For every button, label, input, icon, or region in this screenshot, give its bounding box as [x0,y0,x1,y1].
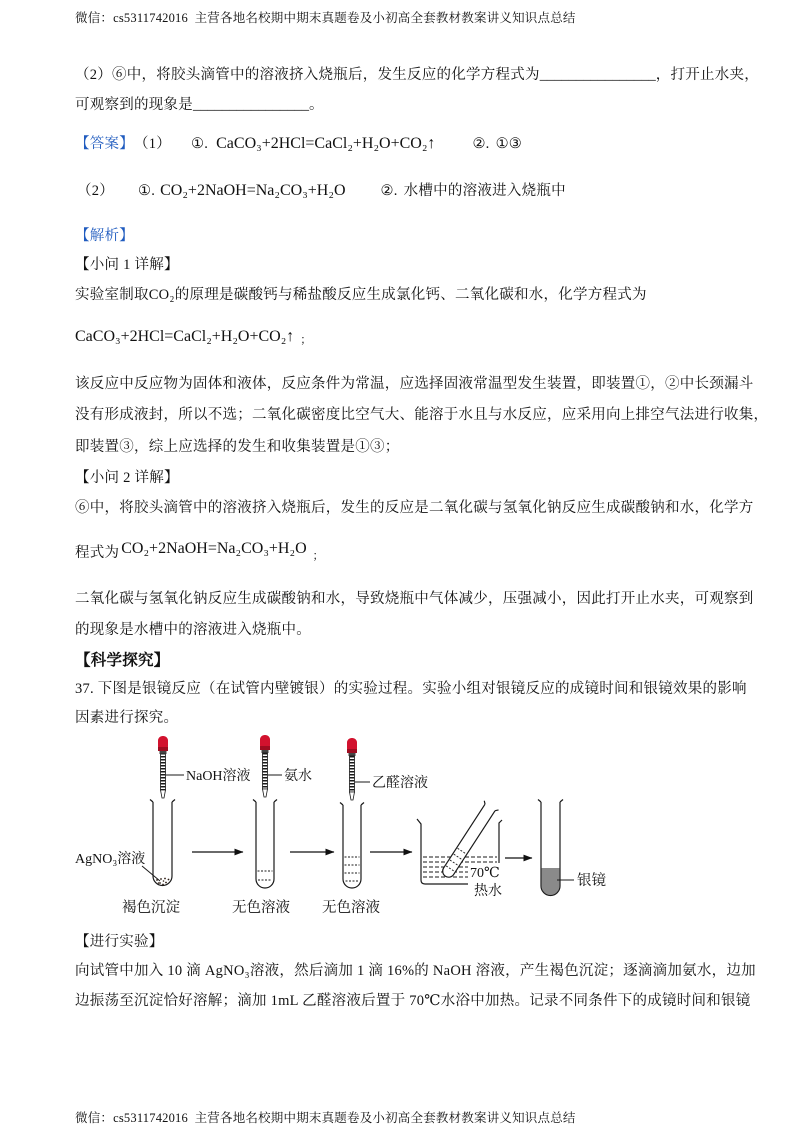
colorless-solution-1 [258,871,273,880]
experiment-title: 【进行实验】 [75,934,164,950]
colorless-solution-2 [345,857,360,881]
test-tube-1 [150,800,175,886]
question-line [75,95,324,115]
bath-temperature: 70℃ [470,866,500,881]
analysis-text: 的现象是水槽中的溶液进入烧瓶中。 [75,622,311,638]
sub-question-title: 【小问 2 详解】 [75,470,179,486]
dropper-bulb-base [347,749,357,753]
answer-blank: ________________ [539,67,656,83]
dropper-acetaldehyde [347,738,357,800]
page-header: 微信：cs5311742016 主营各地名校期中期末真题卷及小初高全套教材教案讲义知识点总结 [75,11,576,25]
test-tube-2 [253,800,277,889]
question-text: ，打开止水夹， [655,67,759,83]
agno3-label: AgNO₃溶液 [75,852,146,867]
answer-part-number: （2） [77,183,114,199]
dropper-label-naoh: NaOH溶液 [186,769,251,784]
dropper-bulb-base [158,747,168,751]
dropper-tip [161,790,166,798]
chemical-equation: CaCO₃+2HCl=CaCl₂+H₂O+CO₂↑ [216,135,436,152]
dropper-glass [263,753,268,789]
section-title: 【科学探究】 [75,652,170,669]
test-tube-3 [340,803,364,889]
analysis-text: 二氧化碳与氢氧化钠反应生成碳酸钠和水，导致烧瓶中气体减少，压强减小，因此打开止水夹，可观察到 [75,591,754,607]
sub-question-title: 【小问 1 详解】 [75,257,179,273]
equation-line [75,327,311,350]
dropper-collar [349,753,356,756]
dropper-tip [263,789,268,797]
answer-item-marker: ①. [138,183,156,199]
tube-caption-2: 无色溶液 [232,900,290,916]
question-text: 因素进行探究。 [75,710,179,726]
analysis-text: ⑥中，将胶头滴管中的溶液挤入烧瓶后，发生的反应是二氧化碳与氢氧化钠反应生成碳酸钠和水，化学方 [75,500,754,516]
answer-value: ①③ [495,136,523,152]
question-text: （2）⑥中，将胶头滴管中的溶液挤入烧瓶后，发生反应的化学方程式为 [75,67,540,83]
experiment-text: 边振荡至沉淀恰好溶解；滴加 1mL 乙醛溶液后置于 70℃水浴中加热。记录不同条件下的成镜时间和银镜 [75,993,751,1009]
silver-mirror-experiment-figure [0,728,800,928]
chemical-equation: CO₂+2NaOH=Na₂CO₃+H₂O [160,182,346,199]
answer-tag: 【答案】 [75,136,134,152]
question-text: 37. 下图是银镜反应（在试管内壁镀银）的实验过程。实验小组对银镜反应的成镜时间和银镜效果的影响 [75,681,747,697]
answer-line-2 [77,181,566,201]
equation-line [75,540,324,566]
semicolon: ； [300,334,312,346]
experiment-text: 向试管中加入 10 滴 AgNO₃溶液，然后滴加 1 滴 16%的 NaOH 溶液，产生褐色沉淀；逐滴滴加氨水，边加 [75,963,756,979]
bath-label: 热水 [474,884,502,899]
semicolon: ； [312,550,324,562]
question-text: 。 [309,97,324,113]
dropper-label-acetaldehyde: 乙醛溶液 [372,776,428,791]
dropper-naoh [158,736,168,798]
tube-caption-3: 无色溶液 [322,900,380,916]
dropper-tip [350,792,355,800]
question-text: 可观察到的现象是 [75,97,193,113]
answer-value: 水槽中的溶液进入烧瓶中 [403,183,566,199]
chemical-equation: CaCO₃+2HCl=CaCl₂+H₂O+CO₂↑ [75,328,295,345]
dropper-glass [350,756,355,792]
analysis-tag: 【解析】 [75,228,134,244]
dropper-collar [262,750,269,753]
dropper-ammonia [260,735,270,797]
answer-item-marker: ②. [380,183,398,199]
answer-item-marker: ②. [472,136,490,152]
analysis-text: 即装置③，综上应选择的发生和收集装置是①③； [75,439,400,455]
answer-part-number: （1） [134,136,171,152]
dropper-bulb-base [260,746,270,750]
answer-blank: ________________ [193,97,309,113]
analysis-text: 程式为 [75,545,120,561]
mirror-label: 银镜 [577,873,606,889]
page-footer: 微信：cs5311742016 主营各地名校期中期末真题卷及小初高全套教材教案讲义知识点总结 [75,1111,576,1125]
dropper-collar [160,751,167,754]
dropper-glass [161,754,166,790]
answer-line-1 [75,134,522,154]
dropper-label-ammonia: 氨水 [284,769,312,784]
analysis-text: 实验室制取CO₂的原理是碳酸钙与稀盐酸反应生成氯化钙、二氧化碳和水，化学方程式为 [75,287,647,303]
tube-caption-1: 褐色沉淀 [122,900,180,916]
analysis-text: 没有形成液封，所以不选；二氧化碳密度比空气大、能溶于水且与水反应，应采用向上排空气法进行收集， [75,407,769,423]
analysis-text: 该反应中反应物为固体和液体，反应条件为常温，应选择固液常温型发生装置，即装置①，②中长颈漏斗 [75,376,754,392]
answer-item-marker: ①. [191,136,209,152]
silver-mirror-layer [542,868,560,895]
question-line [75,65,759,85]
chemical-equation: CO₂+2NaOH=Na₂CO₃+H₂O [121,540,307,557]
label-leader-line [142,866,160,881]
